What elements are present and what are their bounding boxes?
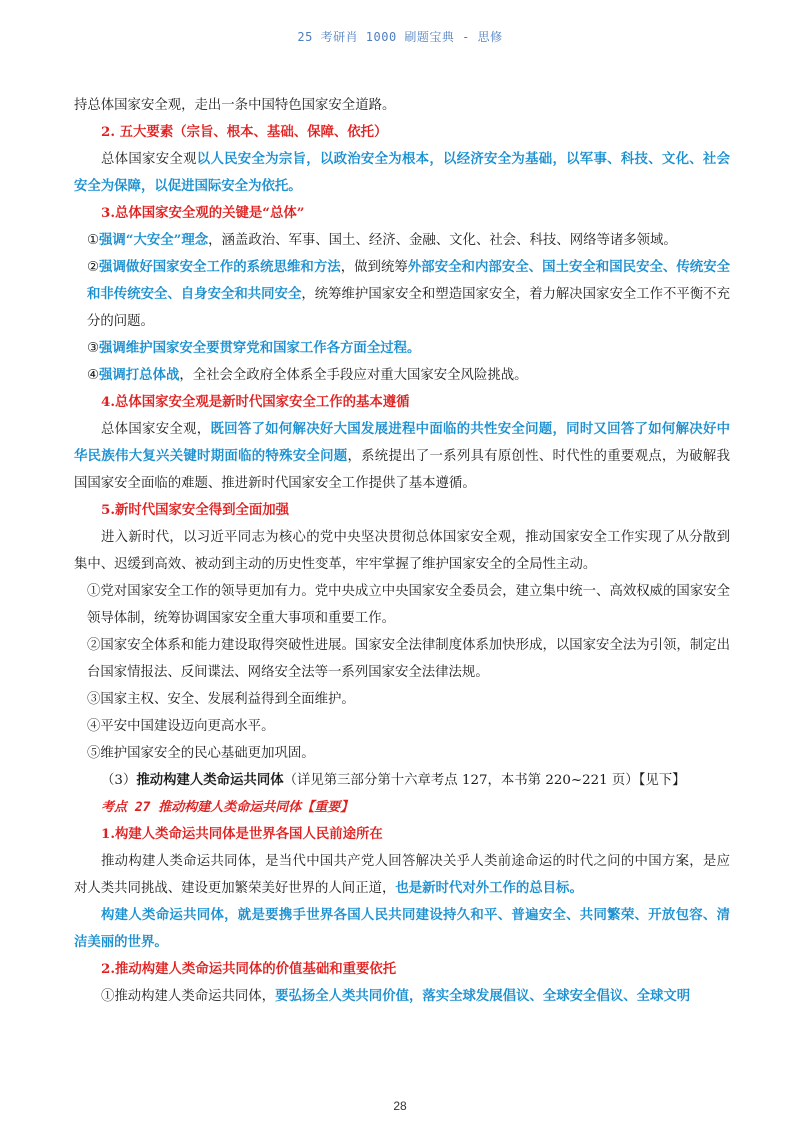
list-item-new-4: ④平安中国建设迈向更高水平。 [87,719,275,734]
list-item-new-2: ②国家安全体系和能力建设取得突破性进展。国家安全法律制度体系加快形成，以国家安全法为引领，制定出台国家情报法、反间谍法、网络安全法等一系列国家安全法律法规。 [87,638,730,680]
heading-basic-principle: 4.总体国家安全观是新时代国家安全工作的基本遵循 [101,394,410,410]
heading-new-era: 5.新时代国家安全得到全面加强 [101,502,290,518]
list-item-key-3: ③强调维护国家安全要贯穿党和国家工作各方面全过程。 [87,340,421,356]
heading-community-future: 1.构建人类命运共同体是世界各国人民前途所在 [101,826,383,842]
paragraph-continuation: 持总体国家安全观，走出一条中国特色国家安全道路。 [74,98,396,113]
list-item-key-2: ②强调做好国家安全工作的系统思维和方法，做到统筹外部安全和内部安全、国土安全和国民安全、传统安全和非传统安全、自身安全和共同安全，统筹维护国家安全和塑造国家安全，着力解决国家安全工作不平衡不充分的问题。 [87,259,731,329]
paragraph-value-basis: ①推动构建人类命运共同体，要弘扬全人类共同价值，落实全球发展倡议、全球安全倡议、全球文明 [101,988,691,1004]
heading-value-basis: 2.推动构建人类命运共同体的价值基础和重要依托 [101,961,397,977]
paragraph-community-goal: 构建人类命运共同体，就是要携手世界各国人民共同建设持久和平、普遍安全、共同繁荣、开放包容、清洁美丽的世界。 [74,907,730,950]
running-header: 25 考研肖 1000 刷题宝典 - 思修 [297,30,503,44]
heading-five-elements: 2. 五大要素（宗旨、根本、基础、保障、依托） [101,124,388,140]
list-item-new-5: ⑤维护国家安全的民心基础更加巩固。 [87,746,315,761]
highlight-five-elements: 以人民安全为宗旨，以政治安全为根本，以经济安全为基础，以军事、科技、文化、社会安全为保障，以促进国际安全为依托。 [74,151,731,194]
page-body [74,92,730,1010]
paragraph-basic-principle: 总体国家安全观，既回答了如何解决好大国发展进程中面临的共性安全问题，同时又回答了如何解决好中华民族伟大复兴关键时期面临的特殊安全问题，系统提出了一系列具有原创性、时代性的重要观点，为破解我国国家安全面临的难题、推进新时代国家安全工作提供了基本遵循。 [74,421,731,491]
paragraph-five-elements: 总体国家安全观以人民安全为宗旨，以政治安全为根本，以经济安全为基础，以军事、科技、文化、社会安全为保障，以促进国际安全为依托。 [74,151,731,194]
list-item-key-1: ①强调“大安全”理念，涵盖政治、军事、国土、经济、金融、文化、社会、科技、网络等诸多领域。 [87,232,677,248]
page-number: 28 [393,1099,407,1113]
exam-point-heading: 考点 27 推动构建人类命运共同体【重要】 [101,800,354,815]
list-item-new-3: ③国家主权、安全、发展利益得到全面维护。 [87,692,355,707]
paragraph-new-era: 进入新时代，以习近平同志为核心的党中央坚决贯彻总体国家安全观，推动国家安全工作实现了从分散到集中、迟缓到高效、被动到主动的历史性变革，牢牢掌握了维护国家安全的全局性主动。 [74,530,730,572]
heading-key-overall: 3.总体国家安全观的关键是“总体” [101,205,305,221]
list-item-key-4: ④强调打总体战，全社会全政府全体系全手段应对重大国家安全风险挑战。 [87,367,528,383]
paragraph-community-future: 推动构建人类命运共同体，是当代中国共产党人回答解决关乎人类前途命运的时代之问的中国方案，是应对人类共同挑战、建设更加繁荣美好世界的人间正道，也是新时代对外工作的总目标。 [74,854,730,896]
cross-reference: （3）推动构建人类命运共同体（详见第三部分第十六章考点 127，本书第 220~221 页）【见下】 [101,772,686,788]
list-item-new-1: ①党对国家安全工作的领导更加有力。党中央成立中央国家安全委员会，建立集中统一、高效权威的国家安全领导体制，统筹协调国家安全重大事项和重要工作。 [87,584,730,626]
